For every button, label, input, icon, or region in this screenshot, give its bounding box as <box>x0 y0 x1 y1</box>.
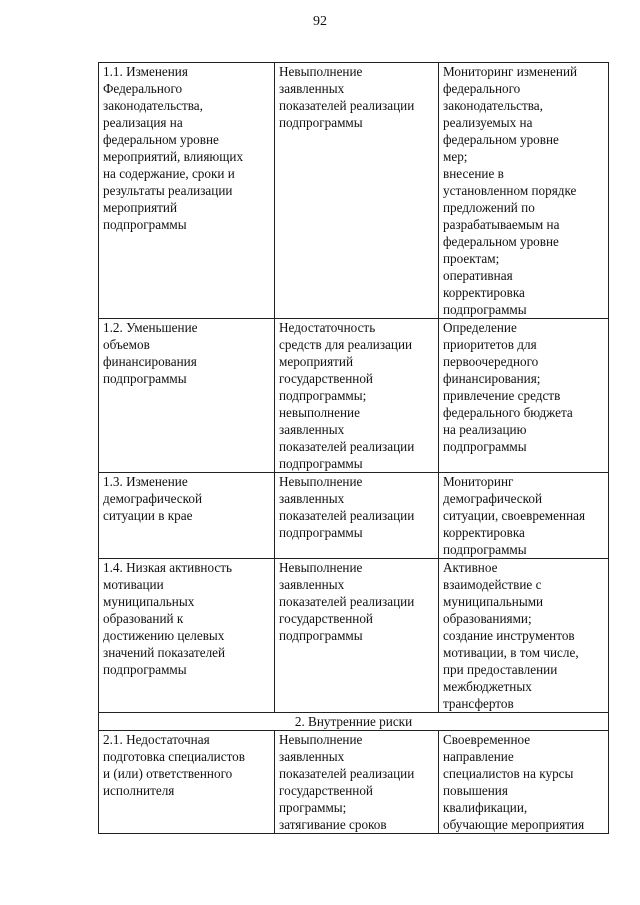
cell-line: подпрограммы; <box>279 388 367 403</box>
cell-line: создание инструментов <box>443 628 575 643</box>
cell-line: исполнителя <box>103 783 175 798</box>
cell-line: Невыполнение <box>279 732 363 747</box>
cell-line: федеральном уровне <box>103 132 219 147</box>
cell-line: корректировка <box>443 525 525 540</box>
cell-line: Своевременное <box>443 732 531 747</box>
cell-line: реализация на <box>103 115 183 130</box>
consequence-cell <box>275 559 439 713</box>
cell-line: Мониторинг <box>443 474 514 489</box>
cell-line: образований к <box>103 611 184 626</box>
risk-cell <box>99 731 275 834</box>
cell-line: финансирования <box>103 354 197 369</box>
consequence-cell <box>275 63 439 319</box>
cell-line: невыполнение <box>279 405 360 420</box>
cell-line: Невыполнение <box>279 64 363 79</box>
cell-line: показателей реализации <box>279 594 415 609</box>
cell-line: ситуации в крае <box>103 508 193 523</box>
cell-line: подпрограммы <box>443 302 527 317</box>
cell-line: направление <box>443 749 514 764</box>
cell-line: предложений по <box>443 200 535 215</box>
cell-line: подпрограммы <box>279 456 363 471</box>
cell-line: Мониторинг изменений <box>443 64 578 79</box>
risk-cell <box>99 559 275 713</box>
cell-line: показателей реализации <box>279 508 415 523</box>
cell-line: 2.1. Недостаточная <box>103 732 210 747</box>
section-header-internal-risks: 2. Внутренние риски <box>99 713 609 731</box>
cell-line: Определение <box>443 320 517 335</box>
cell-line: мероприятий <box>103 200 178 215</box>
cell-line: и (или) ответственного <box>103 766 233 781</box>
cell-line: мероприятий, влияющих <box>103 149 244 164</box>
cell-line: первоочередного <box>443 354 539 369</box>
cell-line: подпрограммы <box>443 542 527 557</box>
cell-line: специалистов на курсы <box>443 766 574 781</box>
cell-line: 1.2. Уменьшение <box>103 320 198 335</box>
cell-line: образованиями; <box>443 611 532 626</box>
cell-line: повышения <box>443 783 508 798</box>
cell-line: показателей реализации <box>279 766 415 781</box>
cell-line: заявленных <box>279 422 345 437</box>
internal-risks-body <box>99 731 609 834</box>
cell-line: федерального <box>443 81 521 96</box>
section-header-row <box>99 713 609 731</box>
cell-line: взаимодействие с <box>443 577 542 592</box>
cell-line: федерального бюджета <box>443 405 573 420</box>
cell-line: мотивации, в том числе, <box>443 645 579 660</box>
cell-line: Федерального <box>103 81 183 96</box>
cell-line: мероприятий <box>279 354 354 369</box>
cell-line: заявленных <box>279 491 345 506</box>
cell-line: подпрограммы <box>103 371 187 386</box>
cell-line: оперативная <box>443 268 513 283</box>
measures-cell <box>439 731 609 834</box>
cell-line: квалификации, <box>443 800 528 815</box>
cell-line: приоритетов для <box>443 337 537 352</box>
cell-line: финансирования; <box>443 371 541 386</box>
cell-line: мотивации <box>103 577 164 592</box>
cell-line: разрабатываемым на <box>443 217 560 232</box>
cell-line: подпрограммы <box>103 662 187 677</box>
cell-line: 1.4. Низкая активность <box>103 560 233 575</box>
consequence-cell <box>275 731 439 834</box>
cell-line: заявленных <box>279 749 345 764</box>
cell-line: Активное <box>443 560 498 575</box>
cell-line: значений показателей <box>103 645 226 660</box>
cell-line: законодательства, <box>103 98 203 113</box>
cell-line: проектам; <box>443 251 500 266</box>
cell-line: Недостаточность <box>279 320 376 335</box>
table-row <box>99 319 609 473</box>
cell-line: привлечение средств <box>443 388 561 403</box>
page-number: 92 <box>313 14 327 29</box>
cell-line: реализуемых на <box>443 115 533 130</box>
cell-line: заявленных <box>279 577 345 592</box>
cell-line: федеральном уровне <box>443 234 559 249</box>
cell-line: корректировка <box>443 285 525 300</box>
cell-line: Невыполнение <box>279 560 363 575</box>
cell-line: подпрограммы <box>279 628 363 643</box>
measures-cell <box>439 559 609 713</box>
cell-line: внесение в <box>443 166 504 181</box>
cell-line: программы; <box>279 800 347 815</box>
cell-line: объемов <box>103 337 150 352</box>
cell-line: подпрограммы <box>103 217 187 232</box>
cell-line: подготовка специалистов <box>103 749 245 764</box>
cell-line: 1.3. Изменение <box>103 474 188 489</box>
cell-line: подпрограммы <box>279 115 363 130</box>
cell-line: государственной <box>279 611 373 626</box>
cell-line: демографической <box>443 491 543 506</box>
cell-line: муниципальных <box>103 594 195 609</box>
cell-line: обучающие мероприятия <box>443 817 585 832</box>
risk-cell <box>99 319 275 473</box>
cell-line: показателей реализации <box>279 98 415 113</box>
section-header-body <box>99 713 609 731</box>
risk-cell <box>99 473 275 559</box>
measures-cell <box>439 63 609 319</box>
cell-line: межбюджетных <box>443 679 532 694</box>
consequence-cell <box>275 473 439 559</box>
cell-line: 1.1. Изменения <box>103 64 188 79</box>
cell-line: мер; <box>443 149 468 164</box>
cell-line: подпрограммы <box>443 439 527 454</box>
cell-line: трансфертов <box>443 696 514 711</box>
cell-line: заявленных <box>279 81 345 96</box>
table-row <box>99 731 609 834</box>
cell-line: государственной <box>279 371 373 386</box>
cell-line: затягивание сроков <box>279 817 387 832</box>
cell-line: федеральном уровне <box>443 132 559 147</box>
table-row <box>99 63 609 319</box>
cell-line: на содержание, сроки и <box>103 166 235 181</box>
table-row <box>99 473 609 559</box>
measures-cell <box>439 473 609 559</box>
cell-line: результаты реализации <box>103 183 233 198</box>
cell-line: при предоставлении <box>443 662 558 677</box>
cell-line: государственной <box>279 783 373 798</box>
risk-cell <box>99 63 275 319</box>
cell-line: ситуации, своевременная <box>443 508 586 523</box>
cell-line: Невыполнение <box>279 474 363 489</box>
cell-line: муниципальными <box>443 594 544 609</box>
table-row <box>99 559 609 713</box>
consequence-cell <box>275 319 439 473</box>
cell-line: законодательства, <box>443 98 543 113</box>
measures-cell <box>439 319 609 473</box>
external-risks-body <box>99 63 609 713</box>
cell-line: на реализацию <box>443 422 527 437</box>
cell-line: демографической <box>103 491 203 506</box>
cell-line: установленном порядке <box>443 183 577 198</box>
cell-line: средств для реализации <box>279 337 413 352</box>
cell-line: показателей реализации <box>279 439 415 454</box>
cell-line: достижению целевых <box>103 628 225 643</box>
risk-table <box>98 62 609 834</box>
cell-line: подпрограммы <box>279 525 363 540</box>
